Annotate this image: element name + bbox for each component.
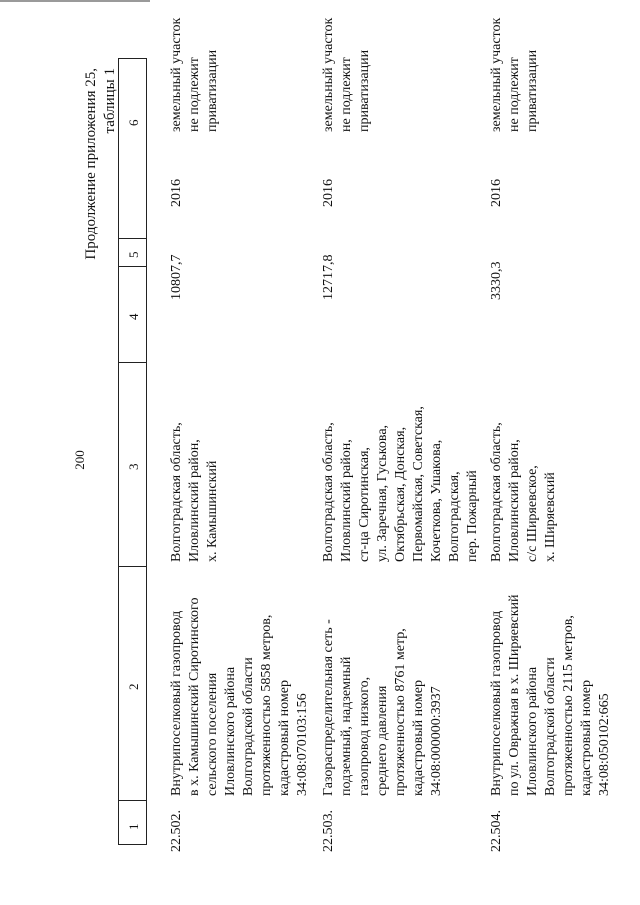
header-col-6: 6 xyxy=(126,119,141,126)
column-divider-4-5 xyxy=(118,266,147,267)
column-divider-3-4 xyxy=(118,362,147,363)
object-note: земельный участок не подлежит приватизации xyxy=(321,17,372,132)
row-number: 22.502. xyxy=(169,810,184,852)
header-col-1: 1 xyxy=(126,823,141,830)
table-top-border xyxy=(118,58,147,59)
top-edge-line xyxy=(0,0,150,2)
caption-line-2: таблицы 1 xyxy=(102,68,118,134)
table-header-right-border xyxy=(146,58,147,845)
caption-line-1: Продолжение приложения 25, xyxy=(83,68,99,260)
header-col-3: 3 xyxy=(126,463,141,470)
object-year: 2016 xyxy=(169,179,184,207)
object-address: Волгоградская область, Иловлинский район, ст-ца Сиротинская, ул. Заречная, Гуськова, Октябрьская, Донская, Первомайская, Советская, Кочеткова, Ушакова, Волгоградская, пер. Пожарный xyxy=(321,406,480,562)
object-value: 12717,8 xyxy=(321,254,336,300)
header-col-5: 5 xyxy=(126,251,141,258)
table-border-left xyxy=(118,58,119,845)
row-number: 22.503. xyxy=(321,810,336,852)
table-bottom-border xyxy=(118,844,147,845)
object-year: 2016 xyxy=(489,179,504,207)
object-name: Газораспределительная сеть - подземный, надземный газопровод низкого, среднего давления протяженностью 8761 метр, кадастровый номер 34:08:000000:3937 xyxy=(321,619,444,796)
object-name: Внутрипоселковый газопровод по ул. Овражная в х. Ширяевский Иловлинского района Волгоградской области протяженностью 2115 метров, кадастровый номер 34:08:050102:665 xyxy=(489,594,612,796)
object-note: земельный участок не подлежит приватизации xyxy=(169,17,220,132)
object-address: Волгоградская область, Иловлинский район, с/с Ширяевское, х. Ширяевский xyxy=(489,422,558,562)
object-year: 2016 xyxy=(321,179,336,207)
object-address: Волгоградская область, Иловлинский район, х. Камышинский xyxy=(169,422,220,562)
column-divider-1-2 xyxy=(118,800,147,801)
header-col-4: 4 xyxy=(126,313,141,320)
page-number: 200 xyxy=(72,450,87,470)
column-divider-5-6 xyxy=(118,238,147,239)
column-divider-2-3 xyxy=(118,566,147,567)
object-value: 10807,7 xyxy=(169,254,184,300)
row-number: 22.504. xyxy=(489,810,504,852)
object-value: 3330,3 xyxy=(489,261,504,300)
object-name: Внутрипоселковый газопровод в х. Камышинский Сиротинского сельского поселения Иловлинского района Волгоградской области протяженностью 5858 метров, кадастровый номер 34:08:070103:156 xyxy=(169,597,310,796)
object-note: земельный участок не подлежит приватизации xyxy=(489,17,540,132)
header-col-2: 2 xyxy=(126,683,141,690)
